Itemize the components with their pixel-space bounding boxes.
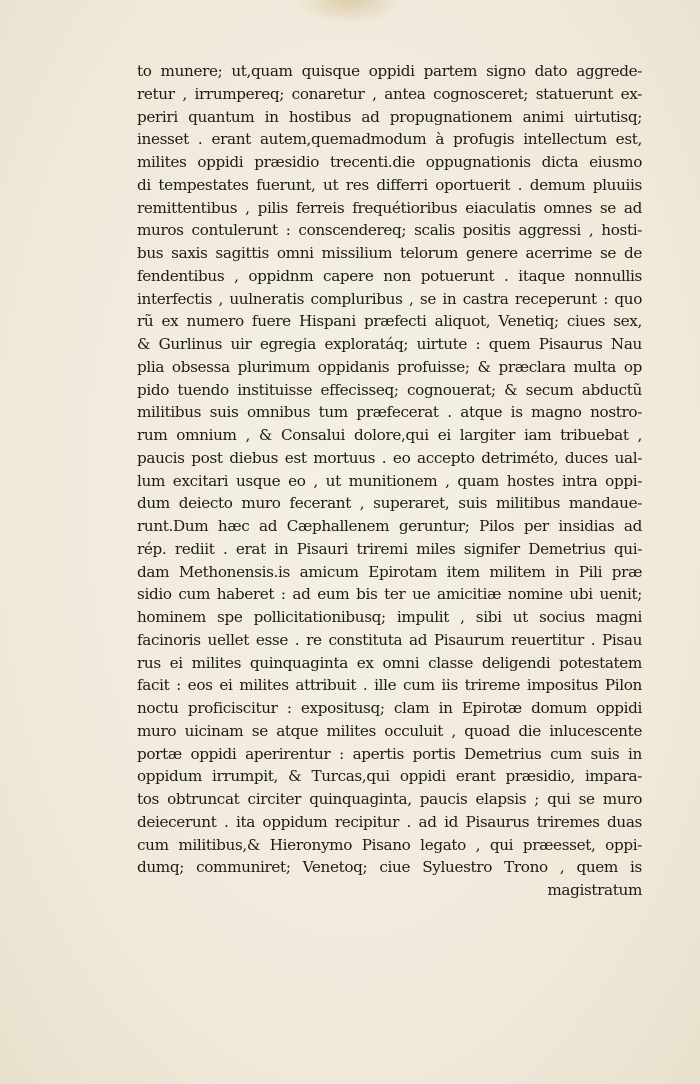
- text-line: remittentibus , pilis ferreis frequétioribus eiaculatis omnes se ad: [137, 198, 642, 217]
- text-line: noctu proficiscitur : expositusq; clam in Epirotæ domum oppidi: [137, 699, 642, 717]
- text-line: to munere; ut,quam quisque oppidi partem signo dato aggrede-: [137, 62, 642, 80]
- text-line: facinoris uellet esse . re constituta ad Pisaurum reuertitur . Pisau: [137, 630, 642, 649]
- text-line: periri quantum in hostibus ad propugnationem animi uirtutisq;: [137, 107, 642, 126]
- text-line: dumq; communiret; Venetoq; ciue Syluestro Trono , quem is: [137, 858, 642, 877]
- text-line: plia obsessa plurimum oppidanis profuisse; & præclara multa op: [137, 357, 642, 376]
- text-line: runt.Dum hæc ad Cæphallenem geruntur; Pilos per insidias ad: [137, 517, 642, 535]
- text-line: rũ ex numero fuere Hispani præfecti aliquot, Venetiq; ciues sex,: [137, 312, 642, 331]
- text-line: retur , irrumpereq; conaretur , antea cognosceret; statuerunt ex-: [137, 84, 642, 103]
- text-line: rus ei milites quinquaginta ex omni classe deligendi potestatem: [137, 653, 642, 672]
- text-line: lum excitari usque eo , ut munitionem , quam hostes intra oppi-: [137, 471, 642, 490]
- text-line: di tempestates fuerunt, ut res differri oportuerit . demum pluuiis: [137, 175, 642, 194]
- text-line: & Gurlinus uir egregia exploratáq; uirtute : quem Pisaurus Nau: [137, 335, 642, 353]
- text-line: dum deiecto muro fecerant , superaret, suis militibus mandaue-: [137, 494, 642, 513]
- text-line: sidio cum haberet : ad eum bis ter ue amicitiæ nomine ubi uenit;: [137, 585, 642, 604]
- text-line: inesset . erant autem,quemadmodum à profugis intellectum est,: [137, 130, 642, 149]
- text-line: rum omnium , & Consalui dolore,qui ei largiter iam tribuebat ,: [137, 426, 642, 444]
- text-line: portæ oppidi aperirentur : apertis portis Demetrius cum suis in: [137, 744, 642, 763]
- text-line: rép. rediit . erat in Pisauri triremi miles signifer Demetrius qui-: [137, 539, 642, 558]
- text-line: bus saxis sagittis omni missilium telorum genere acerrime se de: [137, 244, 642, 262]
- text-line: deiecerunt . ita oppidum recipitur . ad id Pisaurus triremes duas: [137, 812, 642, 831]
- text-line: militibus suis omnibus tum præfecerat . atque is magno nostro-: [137, 403, 642, 422]
- text-line: fendentibus , oppidnm capere non potuerunt . itaque nonnullis: [137, 266, 642, 285]
- paper-stain: [295, 0, 405, 24]
- text-line: hominem spe pollicitationibusq; impulit , sibi ut socius magni: [137, 608, 642, 626]
- text-line: interfectis , uulneratis compluribus , se in castra receperunt : quo: [137, 289, 642, 308]
- text-line: cum militibus,& Hieronymo Pisano legato , qui præesset, oppi-: [137, 835, 642, 854]
- text-line: milites oppidi præsidio trecenti.die oppugnationis dicta eiusmo: [137, 153, 642, 171]
- text-line: facit : eos ei milites attribuit . ille cum iis trireme impositus Pilon: [137, 676, 642, 695]
- text-line: pido tuendo instituisse effecisseq; cognouerat; & secum abductũ: [137, 380, 642, 399]
- text-line: muros contulerunt : conscendereq; scalis positis aggressi , hosti-: [137, 221, 642, 240]
- text-line: dam Methonensis.is amicum Epirotam item militem in Pili præ: [137, 562, 642, 581]
- text-line: paucis post diebus est mortuus . eo accepto detriméto, duces ual-: [137, 448, 642, 467]
- text-line: tos obtruncat circiter quinquaginta, paucis elapsis ; qui se muro: [137, 790, 642, 808]
- text-line: muro uicinam se atque milites occuluit , quoad die inlucescente: [137, 721, 642, 740]
- text-line: oppidum irrumpit, & Turcas,qui oppidi erant præsidio, impara-: [137, 767, 642, 786]
- catchword: magistratum: [547, 881, 642, 899]
- body-text: [137, 60, 642, 902]
